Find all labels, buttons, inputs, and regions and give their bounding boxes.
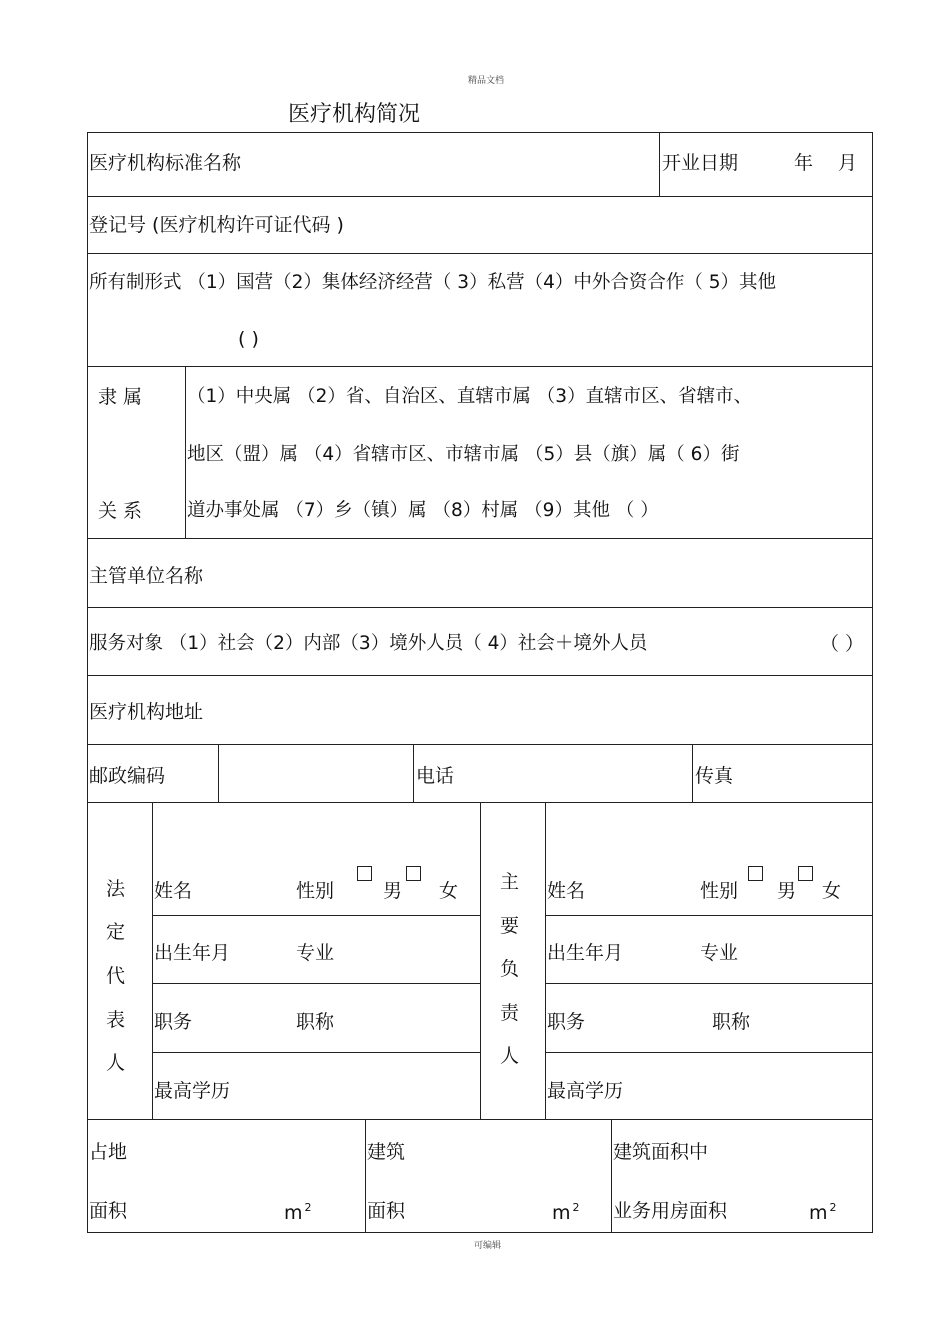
affiliation-options-line1: （1）中央属 （2）省、自治区、直辖市属 （3）直辖市区、省辖市、 [187, 386, 753, 407]
main-head-education-label: 最高学历 [547, 1080, 624, 1102]
main-head-char: 责 [500, 1002, 520, 1024]
affiliation-options-line3: 道办事处属 （7）乡（镇）属 （8）村属 （9）其他 （ ） [187, 500, 659, 521]
institution-name-label: 医疗机构标准名称 [89, 152, 242, 174]
main-head-gender-label: 性别 [700, 880, 739, 902]
legal-rep-female-checkbox[interactable] [406, 866, 421, 881]
ownership-options: 所有制形式 （1）国营（2）集体经济经营（ 3）私营（4）中外合资合作（ 5）其他 [89, 272, 776, 293]
affiliation-label-bottom: 关 系 [98, 500, 143, 522]
legal-rep-char: 人 [106, 1052, 126, 1074]
service-options: 服务对象 （1）社会（2）内部（3）境外人员（ 4）社会＋境外人员 [89, 633, 648, 654]
build-area-unit [552, 1202, 580, 1223]
main-head-female-label: 女 [822, 880, 842, 902]
main-head-char: 要 [500, 915, 520, 937]
legal-rep-char: 定 [106, 921, 126, 943]
service-answer: （ ） [820, 633, 865, 655]
address-label: 医疗机构地址 [89, 701, 204, 723]
main-head-birth-label: 出生年月 [547, 942, 624, 964]
legal-rep-position-label: 职务 [154, 1011, 193, 1033]
postcode-label: 邮政编码 [89, 765, 166, 787]
business-area-label-bottom: 业务用房面积 [613, 1200, 728, 1222]
business-area-label-top: 建筑面积中 [613, 1141, 709, 1163]
land-area-label-top: 占地 [89, 1141, 128, 1163]
legal-rep-gender-label: 性别 [296, 880, 335, 902]
registration-label: 登记号 (医疗机构许可证代码 ) [89, 214, 344, 236]
legal-rep-major-label: 专业 [296, 942, 335, 964]
open-date-label: 开业日期 [662, 152, 739, 174]
affiliation-label-top: 隶 属 [98, 386, 143, 408]
main-head-title-label: 职称 [712, 1011, 751, 1033]
main-head-char: 主 [500, 871, 520, 893]
unit-m: m [552, 1202, 571, 1224]
legal-rep-char: 代 [106, 965, 126, 987]
legal-rep-title-label: 职称 [296, 1011, 335, 1033]
legal-rep-birth-label: 出生年月 [154, 942, 231, 964]
phone-label: 电话 [416, 765, 455, 787]
supervisor-label: 主管单位名称 [89, 565, 204, 587]
unit-m: m [284, 1202, 303, 1224]
legal-rep-char: 表 [106, 1009, 126, 1031]
legal-rep-education-label: 最高学历 [154, 1080, 231, 1102]
main-head-char: 人 [500, 1045, 520, 1067]
legal-rep-female-label: 女 [439, 880, 459, 902]
legal-rep-male-checkbox[interactable] [357, 866, 372, 881]
unit-power: 2 [829, 1201, 837, 1214]
unit-m: m [809, 1202, 828, 1224]
main-head-male-checkbox[interactable] [748, 866, 763, 881]
build-area-label-bottom: 面积 [367, 1200, 406, 1222]
page-title: 医疗机构简况 [288, 102, 421, 127]
unit-power: 2 [304, 1201, 312, 1214]
land-area-label-bottom: 面积 [89, 1200, 128, 1222]
open-date-year: 年 [794, 152, 814, 174]
main-head-female-checkbox[interactable] [798, 866, 813, 881]
fax-label: 传真 [695, 765, 734, 787]
build-area-label-top: 建筑 [367, 1141, 406, 1163]
main-head-major-label: 专业 [700, 942, 739, 964]
land-area-unit [284, 1202, 312, 1223]
legal-rep-name-label: 姓名 [154, 880, 193, 902]
unit-power: 2 [572, 1201, 580, 1214]
main-head-char: 负 [500, 958, 520, 980]
business-area-unit [809, 1202, 837, 1223]
open-date-month: 月 [838, 152, 858, 174]
affiliation-options-line2: 地区（盟）属 （4）省辖市区、市辖市属 （5）县（旗）属（ 6）街 [187, 444, 740, 465]
main-head-position-label: 职务 [547, 1011, 586, 1033]
ownership-answer: ( ) [238, 328, 259, 350]
legal-rep-char: 法 [106, 878, 126, 900]
header-note: 精品文档 [468, 76, 505, 86]
main-head-name-label: 姓名 [547, 880, 586, 902]
main-head-male-label: 男 [777, 880, 797, 902]
legal-rep-male-label: 男 [383, 880, 403, 902]
footer-note: 可编辑 [474, 1241, 502, 1251]
